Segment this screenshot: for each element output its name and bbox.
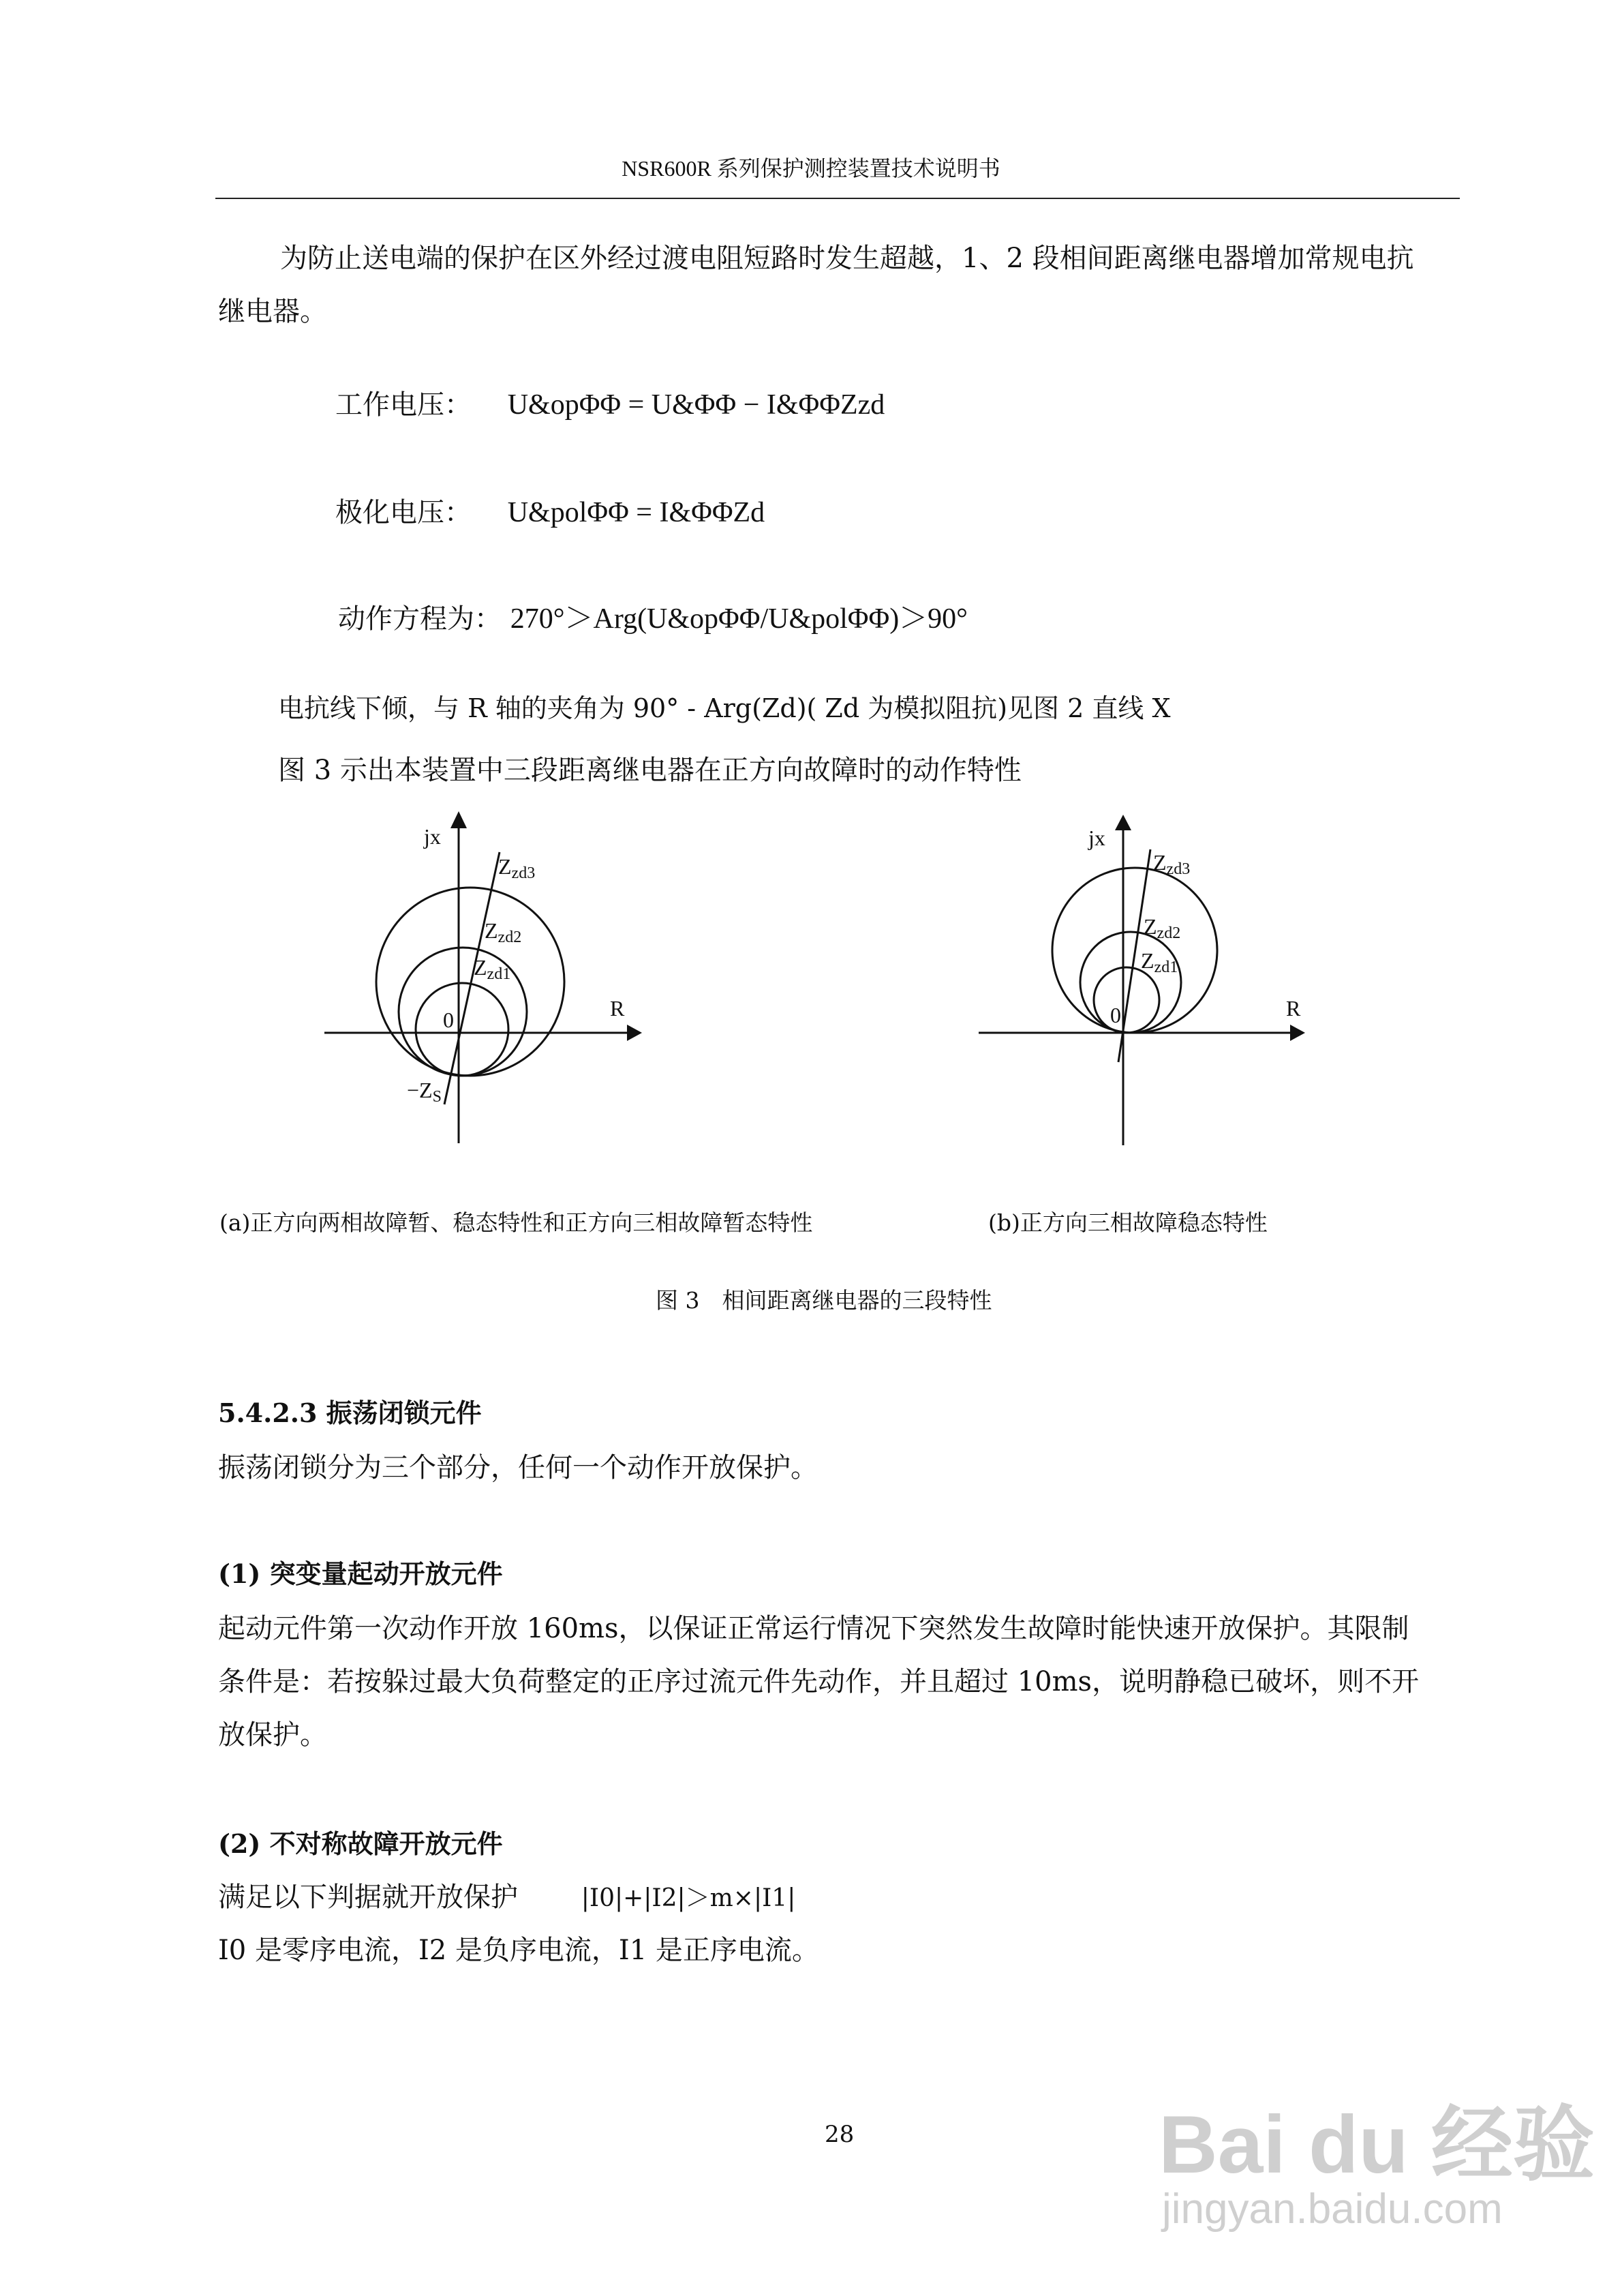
zzd1-label: Zzd1 xyxy=(1141,948,1178,976)
jx-axis-label: jx xyxy=(424,824,441,849)
r-axis-label: R xyxy=(1286,996,1301,1021)
formula-working-voltage xyxy=(335,389,885,421)
zzd2-label: Zzd2 xyxy=(485,918,522,946)
watermark-logo: Bai du 经验 xyxy=(1159,2099,1595,2190)
zzd1-label: Zzd1 xyxy=(474,955,511,983)
header-rule xyxy=(215,198,1460,199)
formula-expression: 270°＞Arg(U&opΦΦ/U&polΦΦ)＞90° xyxy=(510,603,968,635)
figure-3-diagrams xyxy=(0,798,1622,1166)
sub2-heading: (2) 不对称故障开放元件 xyxy=(218,1828,503,1859)
jx-axis-label: jx xyxy=(1088,826,1105,850)
r-axis-arrow xyxy=(627,1025,642,1041)
sub2-criterion xyxy=(218,1881,795,1915)
right-diagram-labels xyxy=(1088,826,1301,1027)
zone-1-circle xyxy=(416,983,508,1076)
formula-label: 工作电压： xyxy=(335,389,472,421)
r-axis-label: R xyxy=(610,996,625,1021)
formula-expression: U&polΦΦ = I&ΦΦZd xyxy=(507,497,765,528)
right-diagram xyxy=(979,815,1305,1145)
criterion-expression: |I0|+|I2|＞m×|I1| xyxy=(581,1884,796,1912)
formula-label: 动作方程为： xyxy=(338,603,502,635)
criterion-label: 满足以下判据就开放保护 xyxy=(218,1882,518,1913)
sub1-line-1: 起动元件第一次动作开放 160ms，以保证正常运行情况下突然发生故障时能快速开放保护。其限制 xyxy=(218,1613,1409,1644)
formula-action-equation xyxy=(338,603,968,635)
zone-1-circle xyxy=(1094,967,1159,1033)
origin-label: 0 xyxy=(443,1008,454,1032)
watermark-url: jingyan.baidu.com xyxy=(1162,2186,1503,2233)
sub1-heading: (1) 突变量起动开放元件 xyxy=(218,1558,503,1589)
jx-axis-arrow xyxy=(1115,815,1131,830)
origin-label: 0 xyxy=(1110,1003,1121,1027)
r-axis-arrow xyxy=(1290,1025,1305,1041)
figure-title: 图 3 相间距离继电器的三段特性 xyxy=(656,1287,992,1314)
formula-label: 极化电压： xyxy=(335,497,472,528)
sub1-line-2: 条件是：若按躲过最大负荷整定的正序过流元件先动作，并且超过 10ms，说明静稳已破坏，则不开 xyxy=(218,1666,1420,1697)
intro-line-1: 为防止送电端的保护在区外经过渡电阻短路时发生超越，1、2 段相间距离继电器增加常规电抗 xyxy=(280,243,1414,274)
formula-polarizing-voltage xyxy=(335,496,765,529)
caption-a: (a)正方向两相故障暂、稳态特性和正方向三相故障暂态特性 xyxy=(219,1209,813,1236)
figure-intro-text: 图 3 示出本装置中三段距离继电器在正方向故障时的动作特性 xyxy=(278,755,1022,786)
sub2-line-2: I0 是零序电流，I2 是负序电流，I1 是正序电流。 xyxy=(218,1935,819,1966)
formula-expression: U&opΦΦ = U&ΦΦ − I&ΦΦZzd xyxy=(507,389,885,421)
reactance-line-text: 电抗线下倾，与 R 轴的夹角为 90° - Arg(Zd)( Zd 为模拟阻抗)见图 2 直线 X xyxy=(278,693,1171,723)
caption-b: (b)正方向三相故障稳态特性 xyxy=(988,1209,1268,1236)
zzd2-label: Zzd2 xyxy=(1144,914,1181,942)
jx-axis-arrow xyxy=(450,811,467,828)
section-intro: 振荡闭锁分为三个部分，任何一个动作开放保护。 xyxy=(218,1452,818,1483)
page-number: 28 xyxy=(825,2121,855,2148)
page-header-title: NSR600R 系列保护测控装置技术说明书 xyxy=(622,156,1000,181)
section-heading: 5.4.2.3 振荡闭锁元件 xyxy=(218,1398,482,1428)
sub1-line-3: 放保护。 xyxy=(218,1719,327,1751)
zzd3-label: Zzd3 xyxy=(498,854,536,882)
intro-line-2: 继电器。 xyxy=(218,296,327,327)
zzd3-label: Zzd3 xyxy=(1153,850,1191,878)
minus-zs-label: −ZS xyxy=(407,1078,442,1106)
